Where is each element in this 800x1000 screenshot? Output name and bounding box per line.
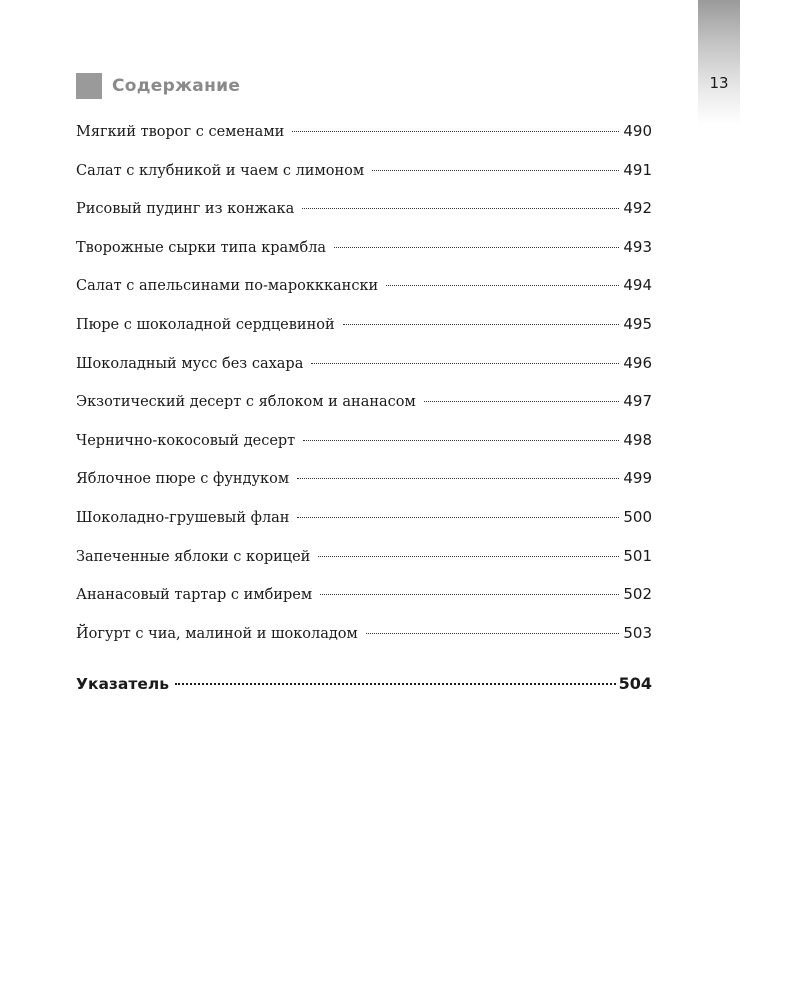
toc-entry[interactable]: [76, 427, 652, 466]
toc-leader-dots: [302, 208, 619, 209]
toc-entry-page: 500: [623, 507, 652, 526]
toc-entry-title: Мягкий творог с семенами: [76, 124, 285, 140]
toc-entry[interactable]: [76, 272, 652, 311]
toc-entry-title: Пюре с шоколадной сердцевиной: [76, 316, 335, 333]
toc-leader-dots: [320, 594, 619, 595]
toc-entry[interactable]: [76, 118, 652, 157]
toc-leader-dots: [297, 478, 619, 479]
toc-entry-page: 501: [623, 546, 652, 565]
toc-index-page: 504: [618, 674, 652, 693]
toc-entry-page: 495: [623, 314, 652, 333]
toc-leader-dots: [386, 285, 619, 286]
toc-entry-page: 498: [623, 430, 652, 449]
toc-entry-page: 496: [623, 353, 652, 372]
toc-entry-title: Рисовый пудинг из конжака: [76, 201, 295, 218]
toc-entry-title: Шоколадный мусс без сахара: [76, 355, 304, 372]
toc-leader-dots: [292, 131, 619, 132]
toc-index-entry[interactable]: [76, 674, 652, 693]
toc-leader-dots: [372, 170, 619, 171]
toc-entry[interactable]: [76, 465, 652, 504]
toc-entry[interactable]: [76, 388, 652, 427]
toc-entry[interactable]: [76, 311, 652, 350]
section-header: [76, 73, 240, 99]
toc-leader-dots: [424, 401, 620, 402]
toc-entry[interactable]: [76, 543, 652, 582]
toc-entry-title: Салат с клубникой и чаем с лимоном: [76, 162, 365, 179]
toc-entry-title: Салат с апельсинами по-марокккански: [76, 278, 379, 295]
toc-leader-dots: [318, 556, 619, 557]
section-title: Содержание: [112, 76, 241, 96]
toc-entry-title: Яблочное пюре с фундуком: [76, 471, 290, 488]
toc-leader-dots: [366, 633, 620, 634]
toc-entry-page: 494: [623, 276, 652, 295]
toc-entry-page: 497: [623, 392, 652, 411]
page-number: 13: [709, 74, 729, 92]
page-tab: [698, 0, 740, 125]
toc-entry-title: Чернично-кокосовый десерт: [76, 432, 296, 449]
toc-entry-title: Экзотический десерт с яблоком и ананасом: [76, 394, 416, 411]
toc-entry[interactable]: [76, 350, 652, 389]
toc-entry-page: 502: [623, 585, 652, 604]
toc-entry-page: 491: [623, 160, 652, 179]
toc-entry-title: Шоколадно-грушевый флан: [76, 509, 290, 526]
toc-leader-dots: [334, 247, 619, 248]
section-marker-square: [76, 73, 102, 99]
toc-index-title: Указатель: [76, 675, 170, 693]
toc-list: [76, 118, 652, 658]
toc-entry[interactable]: [76, 620, 652, 659]
toc-entry[interactable]: [76, 157, 652, 196]
toc-leader-dots: [297, 517, 619, 518]
toc-leader-dots: [311, 363, 619, 364]
toc-entry[interactable]: [76, 581, 652, 620]
toc-entry-title: Ананасовый тартар с имбирем: [76, 587, 313, 604]
toc-entry-page: 493: [623, 237, 652, 256]
toc-entry[interactable]: [76, 504, 652, 543]
toc-entry[interactable]: [76, 234, 652, 273]
toc-entry-page: 499: [623, 469, 652, 488]
toc-entry[interactable]: [76, 195, 652, 234]
toc-entry-title: Йогурт с чиа, малиной и шоколадом: [76, 625, 358, 642]
toc-entry-page: 490: [623, 122, 652, 140]
toc-entry-title: Запеченные яблоки с корицей: [76, 548, 311, 565]
toc-leader-dots: [175, 683, 616, 685]
toc-entry-page: 492: [623, 199, 652, 218]
toc-leader-dots: [343, 324, 620, 325]
toc-entry-title: Творожные сырки типа крамбла: [76, 239, 327, 256]
toc-leader-dots: [303, 440, 619, 441]
toc-entry-page: 503: [623, 623, 652, 642]
